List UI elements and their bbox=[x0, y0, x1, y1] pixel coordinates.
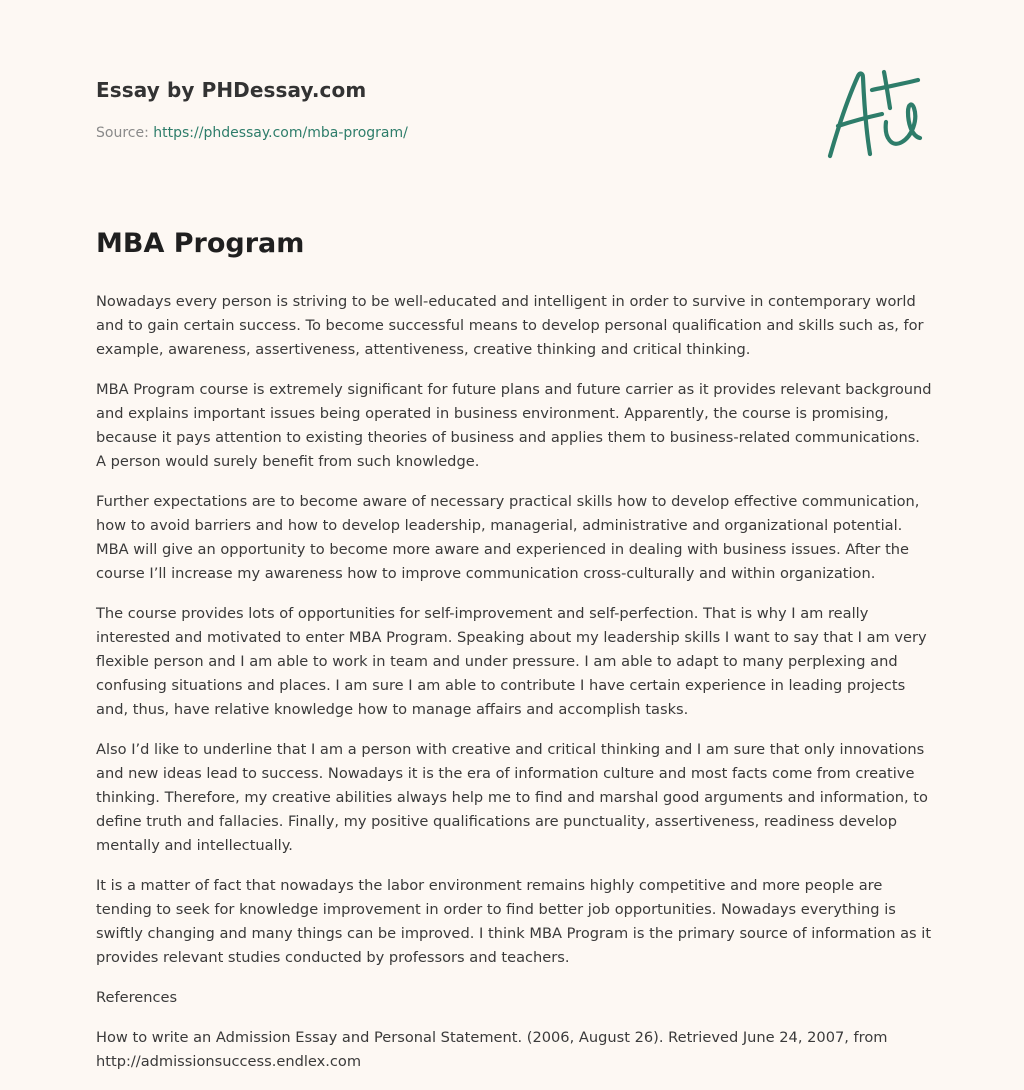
references-heading: References bbox=[96, 989, 178, 1006]
essay-paragraph: It is a matter of fact that nowadays the labor environment remains highly competitive and more people are tending to seek for knowledge improvement in order to find better job opportunities. Nowadays everything is swiftly changing and many things can be improved. I think MBA Program is the primary source of information as it provides relevant studies conducted by professors and teachers. bbox=[96, 877, 932, 966]
source-link[interactable]: https://phdessay.com/mba-program/ bbox=[153, 125, 408, 141]
a-plus-logo-icon bbox=[824, 68, 928, 164]
essay-paragraph: Also I’d like to underline that I am a person with creative and critical thinking and I am sure that only innovations and new ideas lead to success. Nowadays it is the era of information culture and most facts come from creative thinking. Therefore, my creative abilities always help me to find and marshal good arguments and information, to define truth and fallacies. Finally, my positive qualifications are punctuality, assertiveness, readiness develop mentally and intellectually. bbox=[96, 741, 928, 854]
site-title: Essay by PHDessay.com bbox=[96, 78, 367, 102]
essay-title: MBA Program bbox=[96, 228, 305, 259]
essay-paragraph: MBA Program course is extremely significant for future plans and future carrier as it provides relevant background and explains important issues being operated in business environment. Apparently, the course is promising, because it pays attention to existing theories of business and applies them to business-related communications. A person would surely benefit from such knowledge. bbox=[96, 381, 932, 470]
source-label: Source: bbox=[96, 125, 149, 141]
essay-paragraph: Further expectations are to become aware of necessary practical skills how to develop effective communication, how to avoid barriers and how to develop leadership, managerial, administrative and organizational potential. MBA will give an opportunity to become more aware and experienced in dealing with business issues. After the course I’ll increase my awareness how to improve communication cross-culturally and within organization. bbox=[96, 493, 920, 582]
essay-content bbox=[96, 226, 932, 1090]
essay-paragraph: The course provides lots of opportunities for self-improvement and self-perfection. That is why I am really interested and motivated to enter MBA Program. Speaking about my leadership skills I want to say that I am very flexible person and I am able to work in team and under pressure. I am able to adapt to many perplexing and confusing situations and places. I am sure I am able to contribute I have certain experience in leading projects and, thus, have relative knowledge how to manage affairs and accomplish tasks. bbox=[96, 605, 927, 718]
source-line bbox=[96, 125, 408, 141]
reference-entry: How to write an Admission Essay and Personal Statement. (2006, August 26). Retrieved June 24, 2007, from http://admissionsuccess.endlex.com bbox=[96, 1029, 888, 1070]
page-header bbox=[96, 72, 936, 172]
essay-paragraph: Nowadays every person is striving to be well-educated and intelligent in order to survive in contemporary world and to gain certain success. To become successful means to develop personal qualification and skills such as, for example, awareness, assertiveness, attentiveness, creative thinking and critical thinking. bbox=[96, 293, 924, 358]
